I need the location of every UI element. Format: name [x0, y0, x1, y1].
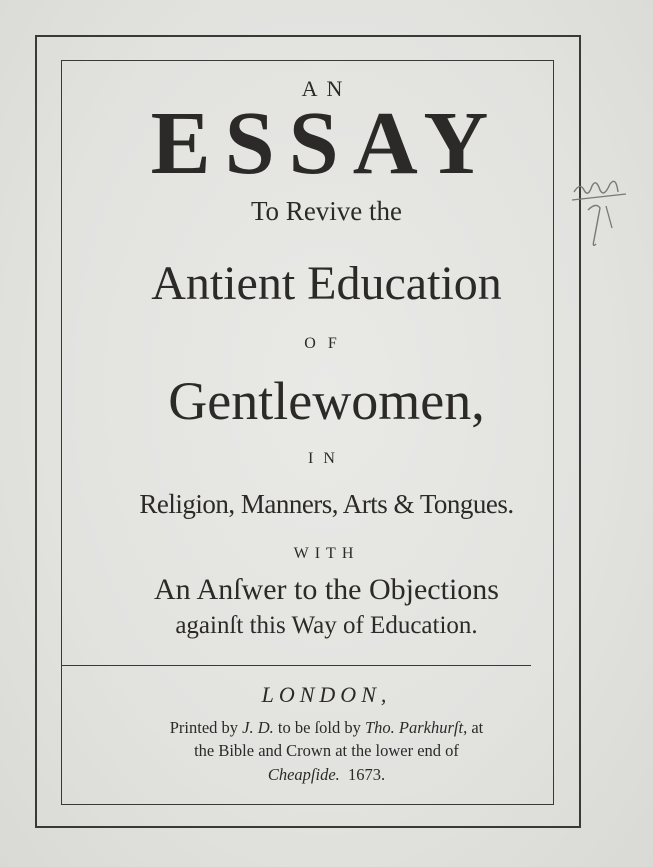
imprint-year: 1673. — [348, 765, 386, 784]
imprint-printed-c: , at — [463, 718, 484, 737]
imprint-printed-line — [0, 718, 653, 738]
imprint-printed-a: Printed by — [169, 718, 243, 737]
subtitle-revive: To Revive the — [250, 196, 403, 226]
imprint-place: Cheapſide. — [267, 765, 340, 784]
rule-divider — [62, 665, 531, 666]
word-in: IN — [308, 450, 345, 467]
heading-an: AN — [301, 76, 352, 101]
imprint-printed-b: to be ſold by — [273, 718, 365, 737]
subtitle-religion: Religion, Manners, Arts & Tongues. — [139, 489, 514, 519]
word-of: OF — [304, 335, 349, 352]
heading-essay: ESSAY — [150, 94, 503, 193]
heading-gentlewomen: Gentlewomen, — [168, 371, 485, 431]
imprint-printer: J. D. — [242, 718, 274, 737]
subtitle-answer: An Anſwer to the Objections — [154, 573, 499, 606]
imprint-cheapside-line — [0, 765, 653, 785]
subtitle-antient-education: Antient Education — [151, 257, 502, 310]
imprint-bible-line: the Bible and Crown at the lower end of — [194, 741, 459, 760]
subtitle-against: againſt this Way of Education. — [175, 612, 478, 639]
handwritten-shelfmark — [566, 170, 646, 260]
imprint-city: LONDON, — [261, 682, 392, 707]
imprint-seller: Tho. Parkhurſt — [364, 718, 464, 737]
word-with: WITH — [293, 545, 360, 562]
